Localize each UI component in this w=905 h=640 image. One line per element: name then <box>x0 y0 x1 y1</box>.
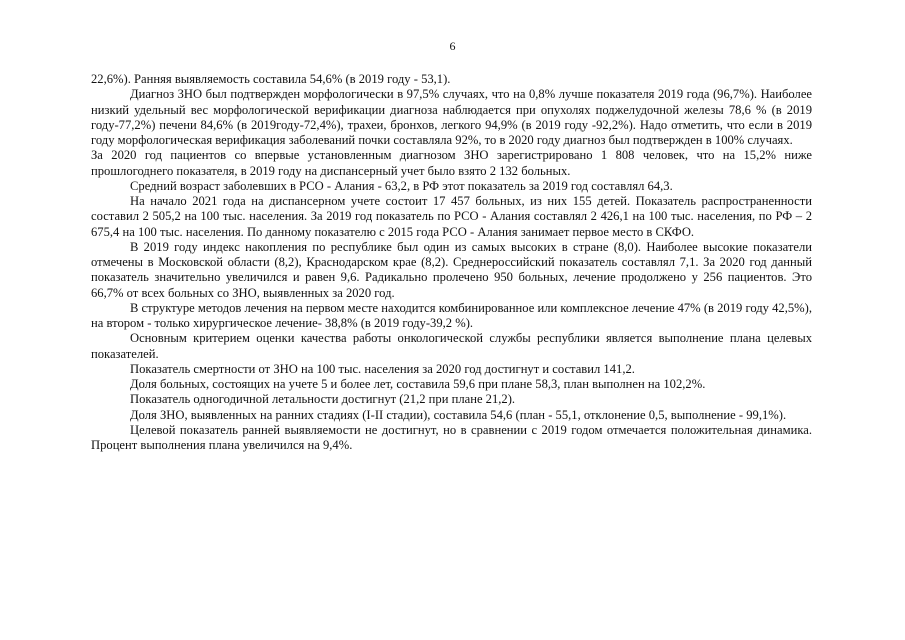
paragraph-prevalence: На начало 2021 года на диспансерном учете состоит 17 457 больных, из них 155 детей. Показатель распространенности составил 2 505,2 на 100 тыс. населения. За 2019 год показатель по РСО - Алания составлял 2 426,1 на 100 тыс. населения, по РФ – 2 675,4 на 100 тыс. населения. По данному показателю с 2015 года РСО - Алания занимает первое место в СКФО. <box>91 194 812 239</box>
paragraph-treatment-structure: В структуре методов лечения на первом месте находится комбинированное или комплексное лечение 47% (в 2019 году 42,5%), на втором - только хирургическое лечение- 38,8% (в 2019 году-39,2 %). <box>91 300 812 330</box>
paragraph-early-detection-2019: 22,6%). Ранняя выявляемость составила 54,6% (в 2019 году - 53,1). <box>91 72 451 86</box>
page-number: 6 <box>449 39 456 53</box>
paragraph-one-year-lethality: Показатель одногодичной летальности достигнут (21,2 при плане 21,2). <box>130 392 516 407</box>
paragraph-morphological-verification: Диагноз ЗНО был подтвержден морфологически в 97,5% случаях, что на 0,8% лучше показателя 2019 года (96,7%). Наиболее низкий удельный вес морфологической верификации диагноза наблюдается при опухолях поджелудочной железы 78,6 % (в 2019 году-77,2%) печени 84,6% (в 2019году-72,4%), трахеи, бронхов, легкого 94,9% (в 2019 году -92,2%). Надо отметить, что если в 2019 году морфологическая верификация заболеваний почки составляла 92%, то в 2020 году диагноз был подтвержден в 100% случаях. <box>91 87 812 147</box>
paragraph-five-year-patients: Доля больных, состоящих на учете 5 и более лет, составила 59,6 при плане 58,3, план выполнен на 102,2%. <box>130 377 706 391</box>
paragraph-target-early-detection: Целевой показатель ранней выявляемости не достигнут, но в сравнении с 2019 годом отмечается положительная динамика. Процент выполнения плана увеличился на 9,4%. <box>91 422 812 452</box>
paragraph-average-age: Средний возраст заболевших в РСО - Алания - 63,2, в РФ этот показатель за 2019 год составлял 64,3. <box>130 178 673 193</box>
paragraph-quality-criterion: Основным критерием оценки качества работы онкологической службы республики является выполнение плана целевых показателей. <box>91 331 812 361</box>
paragraph-new-cases-2020: За 2020 год пациентов со впервые установленным диагнозом ЗНО зарегистрировано 1 808 человек, что на 15,2% ниже прошлогоднего показателя, в 2019 году на диспансерный учет было взято 2 132 больных. <box>91 148 812 178</box>
paragraph-early-stage-share: Доля ЗНО, выявленных на ранних стадиях (I-II стадии), составила 54,6 (план - 55,1, отклонение 0,5, выполнение - 99,1%). <box>130 407 787 422</box>
paragraph-accumulation-index: В 2019 году индекс накопления по республике был один из самых высоких в стране (8,0). Наиболее высокие показатели отмечены в Московской области (8,2), Краснодарском крае (8,2). Среднероссийский показатель составлял 7,1. За 2020 год данный показатель значительно увеличился и равен 9,6. Радикально пролечено 950 больных, лечение продолжено у 256 пациентов. Это 66,7% от всех больных со ЗНО, выявленных за 2020 год. <box>91 239 812 300</box>
document-body <box>91 72 812 453</box>
paragraph-mortality: Показатель смертности от ЗНО на 100 тыс. населения за 2020 год достигнут и составил 141,2. <box>130 361 635 376</box>
